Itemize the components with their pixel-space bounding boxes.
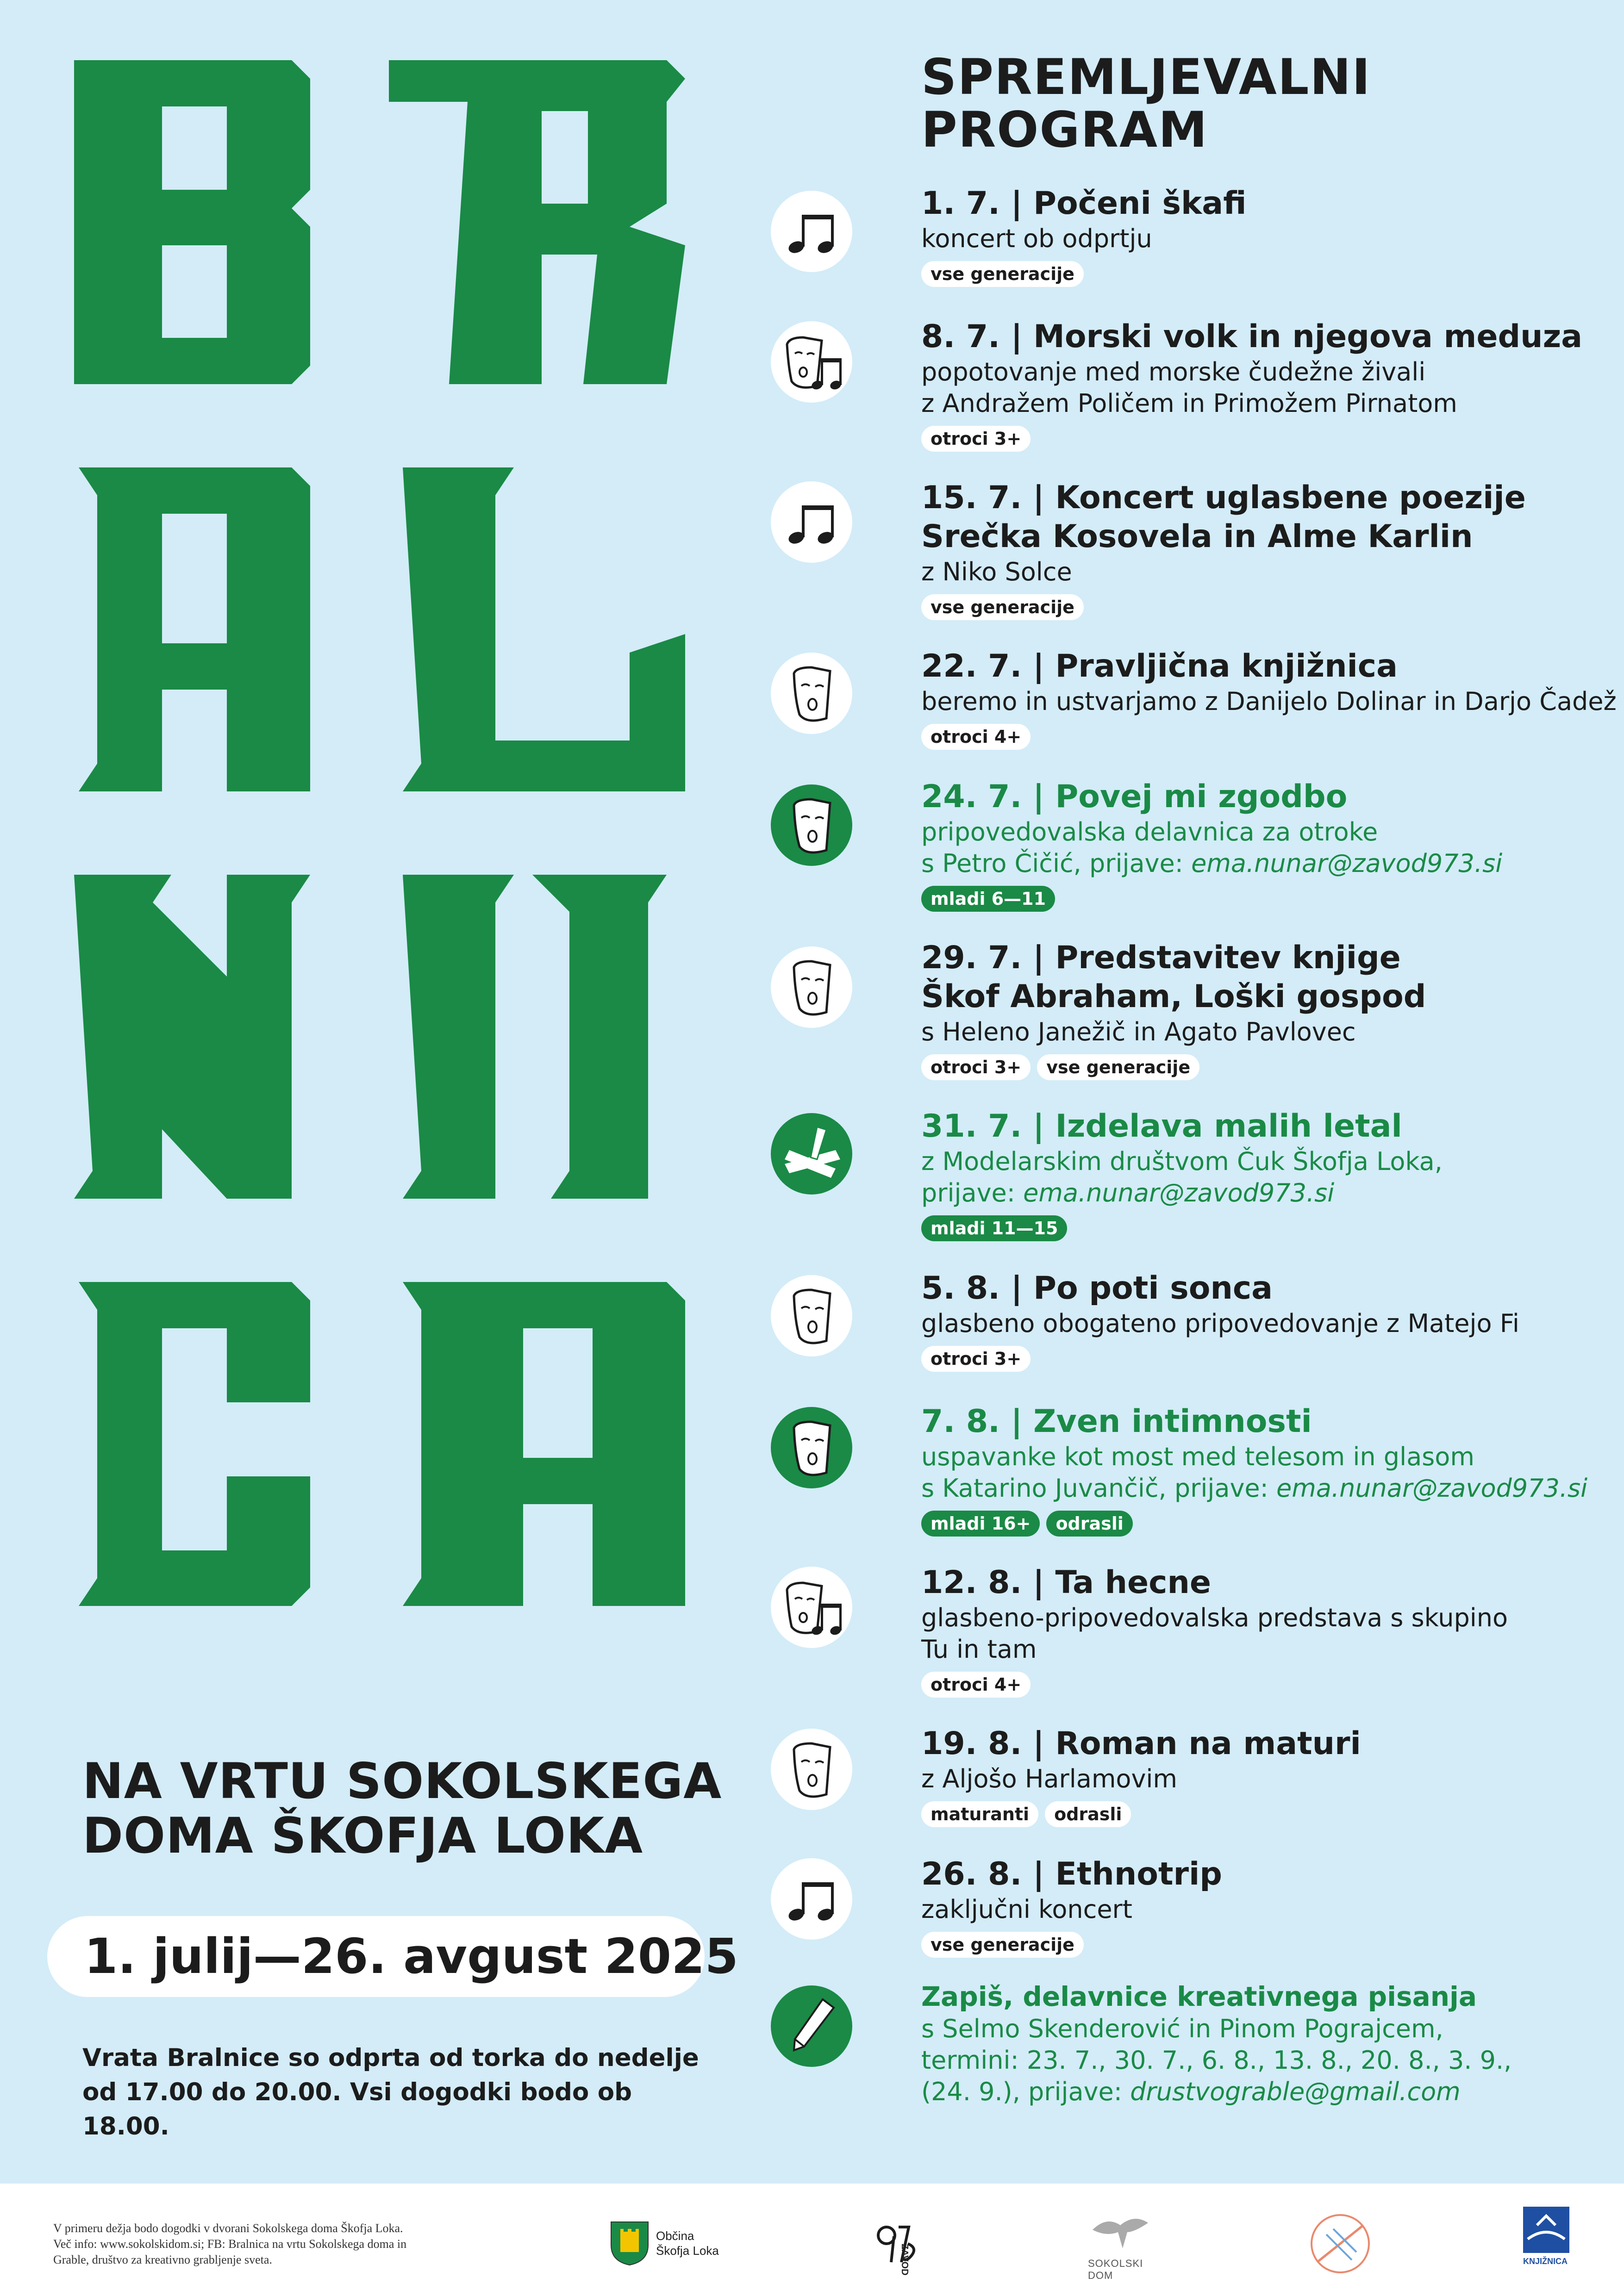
letters-al [79,467,685,791]
event-tags [921,1054,1597,1081]
audience-tag: vse generacije [921,261,1084,287]
knjiznica-label: KNJIŽNICA [1523,2257,1568,2266]
music-icon [771,1858,852,1940]
workshop-title: Zapiš, delavnice kreativnega pisanja [921,1981,1477,2012]
event-2 [921,317,1597,453]
signup-prefix: s Petro Čičić, prijave: [921,849,1192,878]
date-range-badge: 1. julij—26. avgust 2025 [47,1916,705,1997]
event-1-icon [771,191,852,272]
footer-note-line-1: V primeru dežja bodo dogodki v dvorani Sokolskega doma Škofja Loka. [53,2221,403,2235]
workshop-desc: s Selmo Skenderović in Pinom Pograjcem, [921,2014,1443,2043]
event-1 [921,184,1597,288]
event-desc: Tu in tam [921,1635,1037,1664]
event-desc-signup [921,848,1597,879]
event-8-icon [771,1275,852,1356]
footer-note-line-3: Grable, društvo za kreativno grabljenje sveta. [53,2253,272,2266]
event-title: 19. 8. | Roman na maturi [921,1725,1361,1762]
pencil-icon [771,1985,852,2067]
event-tags [921,1346,1597,1373]
event-6-icon [771,946,852,1028]
venue-line-2: DOMA ŠKOFJA LOKA [82,1807,643,1864]
event-title: 15. 7. | Koncert uglasbene poezije [921,479,1526,516]
event-desc: glasbeno-pripovedovalska predstava s skupino [921,1603,1508,1632]
event-desc: glasbeno obogateno pripovedovanje z Matejo Fi [921,1309,1519,1338]
footer-note-line-2: Več info: www.sokolskidom.si; FB: Bralnica na vrtu Sokolskega doma in [53,2237,407,2251]
event-3 [921,479,1597,621]
signup-prefix: s Katarino Juvančič, prijave: [921,1474,1276,1503]
audience-tag: otroci 3+ [921,426,1031,452]
event-desc-signup [921,1177,1597,1209]
event-desc: z Niko Solce [921,557,1072,586]
event-title: 1. 7. | Počeni škafi [921,185,1247,222]
signup-prefix: (24. 9.), prijave: [921,2077,1131,2106]
obcina-label-line-2: Škofja Loka [656,2244,719,2258]
event-title: 8. 7. | Morski volk in njegova meduza [921,318,1583,355]
audience-tag: otroci 3+ [921,1346,1031,1372]
logo-sokolski-dom [1083,2211,1167,2281]
event-desc: s Heleno Janežič in Agato Pavlovec [921,1017,1356,1046]
event-tags [921,1801,1597,1828]
hours-line-1: Vrata Bralnice so odprta od torka do nedelje [82,2044,699,2072]
event-4 [921,647,1617,751]
footer [0,2184,1624,2296]
event-11 [921,1724,1597,1828]
event-8 [921,1269,1597,1373]
event-12 [921,1855,1597,1959]
event-6 [921,939,1597,1081]
story-icon [771,1729,852,1810]
workshop-icon [771,1113,852,1195]
event-tags [921,724,1597,751]
workshop-signup [921,2076,1597,2108]
event-tags [921,886,1597,913]
opening-hours [82,2041,721,2144]
event-10-icon [771,1567,852,1648]
signup-prefix: prijave: [921,1178,1024,1207]
audience-tag: otroci 3+ [921,1054,1031,1080]
audience-tag: odrasli [1046,1511,1132,1537]
logo-grable [1308,2211,1373,2276]
zavod-label: ZAVOD [899,2244,910,2276]
event-title: 29. 7. | Predstavitev knjige [921,940,1401,976]
audience-tag: mladi 16+ [921,1511,1040,1537]
event-12-icon [771,1858,852,1940]
event-title-2: Škof Abraham, Loški gospod [921,978,1426,1015]
event-desc: popotovanje med morske čudežne živali [921,357,1426,386]
music-icon [771,191,852,272]
letters-ca [79,1282,685,1606]
event-5 [921,778,1597,913]
library-logo-icon [1523,2207,1569,2253]
coat-of-arms-icon [609,2220,650,2266]
event-tags [921,426,1597,453]
audience-tag: mladi 11—15 [921,1215,1067,1241]
audience-tag: vse generacije [1037,1054,1199,1080]
audience-tag: maturanti [921,1801,1038,1827]
event-desc: z Modelarskim društvom Čuk Škofja Loka, [921,1147,1443,1176]
audience-tag: odrasli [1045,1801,1131,1827]
letters-br [74,60,685,384]
story-icon [771,653,852,734]
event-desc-signup [921,1473,1597,1504]
event-desc: pripovedovalska delavnica za otroke [921,817,1378,846]
event-title: 7. 8. | Zven intimnosti [921,1403,1312,1440]
event-tags [921,1672,1597,1699]
event-title: 24. 7. | Povej mi zgodbo [921,778,1348,815]
venue-line-1: NA VRTU SOKOLSKEGA [82,1753,722,1810]
event-tags [921,1511,1597,1537]
program-title-line-1: SPREMLJEVALNI [921,49,1371,106]
writing-icon [771,1985,852,2067]
event-9-icon [771,1407,852,1488]
event-title: 31. 7. | Izdelava malih letal [921,1108,1402,1145]
event-4-icon [771,653,852,734]
venue-heading [82,1754,731,1863]
signup-email[interactable]: ema.nunar@zavod973.si [1276,1474,1588,1503]
story-icon [771,784,852,866]
event-desc: uspavanke kot most med telesom in glasom [921,1442,1474,1471]
signup-email[interactable]: ema.nunar@zavod973.si [1023,1178,1335,1207]
event-7-icon [771,1113,852,1195]
story-icon [771,946,852,1028]
event-7 [921,1107,1597,1242]
writing-workshop [921,1980,1597,2108]
footer-note [53,2221,461,2268]
event-2-icon [771,321,852,403]
falcon-icon [1088,2211,1153,2253]
event-5-icon [771,784,852,866]
music-icon [771,481,852,563]
title-letters-graphic [51,51,722,1680]
event-desc: koncert ob odprtju [921,224,1152,253]
event-9 [921,1402,1597,1537]
event-11-icon [771,1729,852,1810]
grable-logo-icon [1308,2211,1373,2276]
audience-tag: otroci 4+ [921,1672,1031,1698]
story-icon [771,1407,852,1488]
event-title: 12. 8. | Ta hecne [921,1564,1212,1601]
zavod-973-icon [873,2216,924,2267]
event-3-icon [771,481,852,563]
event-title: 22. 7. | Pravljična knjižnica [921,648,1398,684]
event-desc: z Andražem Poličem in Primožem Pirnatom [921,389,1457,418]
signup-email[interactable]: ema.nunar@zavod973.si [1191,849,1503,878]
sokolski-label: SOKOLSKI DOM [1088,2258,1143,2281]
logo-obcina-skofja-loka [609,2220,748,2266]
audience-tag: vse generacije [921,1932,1084,1958]
program-title-line-2: PROGRAM [921,101,1208,158]
logo-knjiznica [1523,2207,1588,2281]
story-music-icon [771,321,852,403]
story-icon [771,1275,852,1356]
audience-tag: vse generacije [921,594,1084,620]
event-title: 5. 8. | Po poti sonca [921,1270,1273,1307]
event-tags [921,261,1597,288]
event-desc: z Aljošo Harlamovim [921,1764,1178,1793]
event-title-2: Srečka Kosovela in Alme Karlin [921,518,1473,555]
event-10 [921,1563,1597,1699]
obcina-label-line-1: Občina [656,2229,694,2243]
signup-email[interactable]: drustvograble@gmail.com [1130,2077,1461,2106]
audience-tag: mladi 6—11 [921,886,1055,912]
event-desc: zaključni koncert [921,1895,1132,1924]
hours-line-2: od 17.00 do 20.00. Vsi dogodki bodo ob 18.00. [82,2078,632,2140]
audience-tag: otroci 4+ [921,724,1031,750]
event-tags [921,1215,1597,1242]
workshop-dates: termini: 23. 7., 30. 7., 6. 8., 13. 8., 20. 8., 3. 9., [921,2046,1512,2075]
event-tags [921,1932,1597,1959]
letters-ni [74,875,667,1199]
logo-zavod-973 [873,2216,937,2276]
event-tags [921,594,1597,621]
program-title [921,51,1523,156]
event-desc: beremo in ustvarjamo z Danijelo Dolinar in Darjo Čadež [921,687,1617,716]
event-title: 26. 8. | Ethnotrip [921,1856,1222,1892]
story-music-icon [771,1567,852,1648]
